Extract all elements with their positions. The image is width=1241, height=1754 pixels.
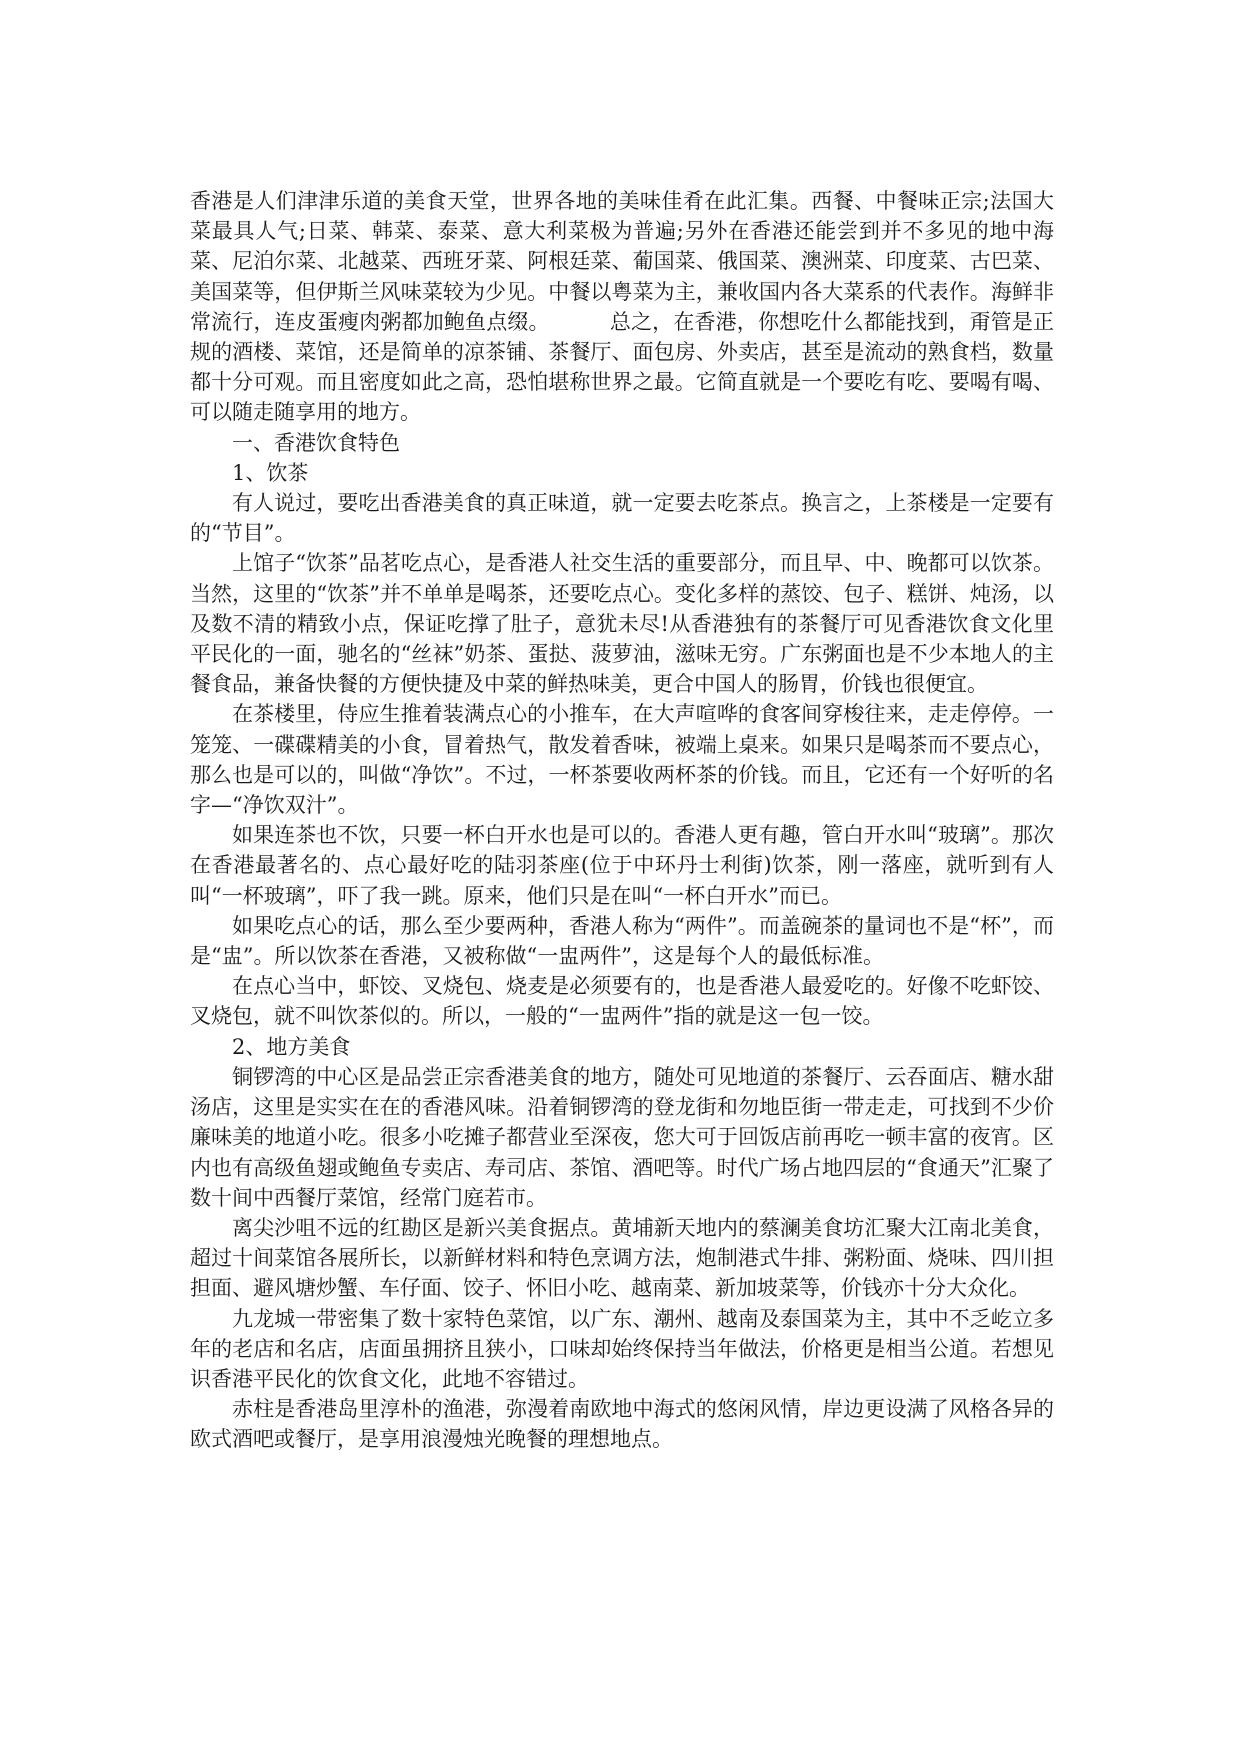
section-heading-food-features: 一、香港饮食特色: [232, 430, 400, 455]
paragraph: 铜锣湾的中心区是品尝正宗香港美食的地方，随处可见地道的茶餐厅、云吞面店、糖水甜汤店，这里是实实在在的香港风味。沿着铜锣湾的登龙街和勿地臣街一带走走，可找到不少价廉味美的地道小吃。很多小吃摊子都营业至深夜，您大可于回饭店前再吃一顿丰富的夜宵。区内也有高级鱼翅或鲍鱼专卖店、寿司店、茶馆、酒吧等。时代广场占地四层的“食通天”汇聚了数十间中西餐厅菜馆，经常门庭若市。: [190, 1064, 1054, 1210]
subheading-local-food: 2、地方美食: [232, 1034, 351, 1059]
paragraph: 有人说过，要吃出香港美食的真正味道，就一定要去吃茶点。换言之，上茶楼是一定要有的“节目”。: [190, 491, 1054, 546]
paragraph: 赤柱是香港岛里淳朴的渔港，弥漫着南欧地中海式的悠闲风情，岸边更设满了风格各异的欧式酒吧或餐厅，是享用浪漫烛光晚餐的理想地点。: [190, 1397, 1054, 1452]
paragraph: 上馆子“饮茶”品茗吃点心，是香港人社交生活的重要部分，而且早、中、晚都可以饮茶。当然，这里的“饮茶”并不单单是喝茶，还要吃点心。变化多样的蒸饺、包子、糕饼、炖汤，以及数不清的精致小点，保证吃撑了肚子，意犹未尽!从香港独有的茶餐厅可见香港饮食文化里平民化的一面，驰名的“丝袜”奶茶、蛋挞、菠萝油，滋味无穷。广东粥面也是不少本地人的主餐食品，兼备快餐的方便快捷及中菜的鲜热味美，更合中国人的肠胃，价钱也很便宜。: [190, 551, 1054, 697]
intro-text-continued: 总之，在香港，你想吃什么都能找到，甭管是正规的酒楼、菜馆，还是简单的凉茶铺、茶餐厅、面包房、外卖店，甚至是流动的熟食档，数量都十分可观。而且密度如此之高，恐怕堪称世界之最。它简直就是一个要吃有吃、要喝有喝、可以随走随享用的地方。: [190, 309, 1055, 425]
paragraph: 如果吃点心的话，那么至少要两种，香港人称为“两件”。而盖碗茶的量词也不是“杯”，而是“盅”。所以饮茶在香港，又被称做“一盅两件”，这是每个人的最低标准。: [190, 913, 1054, 969]
document-body: [190, 186, 1054, 1455]
paragraph: 离尖沙咀不远的红勘区是新兴美食据点。黄埔新天地内的蔡澜美食坊汇聚大江南北美食，超过十间菜馆各展所长，以新鲜材料和特色烹调方法，炮制港式牛排、粥粉面、烧味、四川担担面、避风塘炒蟹、车仔面、饺子、怀旧小吃、越南菜、新加坡菜等，价钱亦十分大众化。: [190, 1215, 1054, 1301]
paragraph: 在茶楼里，侍应生推着装满点心的小推车，在大声喧哗的食客间穿梭往来，走走停停。一笼笼、一碟碟精美的小食，冒着热气，散发着香味，被端上桌来。如果只是喝茶而不要点心，那么也是可以的，叫做“净饮”。不过，一杯茶要收两杯茶的价钱。而且，它还有一个好听的名字—“净饮双汁”。: [190, 702, 1054, 818]
intro-text: 香港是人们津津乐道的美食天堂，世界各地的美味佳肴在此汇集。西餐、中餐味正宗;法国大菜最具人气;日菜、韩菜、泰菜、意大利菜极为普遍;另外在香港还能尝到并不多见的地中海菜、尼泊尔菜、北越菜、西班牙菜、阿根廷菜、葡国菜、俄国菜、澳洲菜、印度菜、古巴菜、美国菜等，但伊斯兰风味菜较为少见。中餐以粤菜为主，兼收国内各大菜系的代表作。海鲜非常流行，连皮蛋瘦肉粥都加鲍鱼点缀。: [190, 189, 1054, 334]
subheading-yum-cha: 1、饮茶: [232, 460, 309, 485]
paragraph: 如果连茶也不饮，只要一杯白开水也是可以的。香港人更有趣，管白开水叫“玻璃”。那次在香港最著名的、点心最好吃的陆羽茶座(位于中环丹士利街)饮茶，刚一落座，就听到有人叫“一杯玻璃”，吓了我一跳。原来，他们只是在叫“一杯白开水”而已。: [190, 823, 1054, 908]
paragraph: 九龙城一带密集了数十家特色菜馆，以广东、潮州、越南及泰国菜为主，其中不乏屹立多年的老店和名店，店面虽拥挤且狭小，口味却始终保持当年做法，价格更是相当公道。若想见识香港平民化的饮食文化，此地不容错过。: [190, 1306, 1054, 1391]
paragraph: 在点心当中，虾饺、叉烧包、烧麦是必须要有的，也是香港人最爱吃的。好像不吃虾饺、叉烧包，就不叫饮茶似的。所以，一般的“一盅两件”指的就是这一包一饺。: [190, 974, 1054, 1029]
intro-paragraph: [190, 186, 1054, 428]
